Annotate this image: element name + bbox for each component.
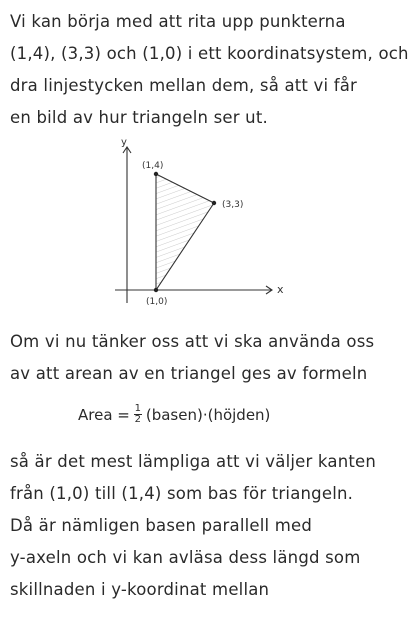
- text-line: så är det mest lämpliga att vi väljer kanten: [10, 452, 377, 471]
- point-marker: [154, 172, 158, 176]
- text-line: av att arean av en triangel ges av formeln: [10, 364, 368, 383]
- fraction-denominator: 2: [134, 414, 142, 425]
- text-line: dra linjestycken mellan dem, så att vi får: [10, 76, 358, 95]
- fraction-one-half: [134, 404, 142, 425]
- text-line: Om vi nu tänker oss att vi ska använda oss: [10, 332, 375, 351]
- formula-rhs: (basen)·(höjden): [145, 405, 271, 424]
- text-line: y-axeln och vi kan avläsa dess längd som: [10, 548, 361, 567]
- point-marker: [212, 201, 216, 205]
- text-line: skillnaden i y-koordinat mellan: [10, 580, 270, 599]
- point-label: (3,3): [222, 200, 244, 210]
- point-label: (1,0): [146, 297, 168, 307]
- formula-lhs: Area =: [78, 405, 130, 424]
- x-axis-label: x: [277, 283, 284, 296]
- y-axis-label: y: [121, 137, 127, 148]
- text-line: Då är nämligen basen parallell med: [10, 516, 313, 535]
- point-label: (1,4): [142, 161, 164, 171]
- text-line: (1,4), (3,3) och (1,0) i ett koordinatsystem, och: [10, 44, 409, 63]
- fraction-numerator: 1: [134, 403, 142, 414]
- area-formula: [78, 404, 270, 425]
- text-line: från (1,0) till (1,4) som bas för triangeln.: [10, 484, 354, 503]
- text-line: en bild av hur triangeln ser ut.: [10, 108, 268, 127]
- text-line: Vi kan börja med att rita upp punkterna: [10, 12, 346, 31]
- point-marker: [154, 288, 158, 292]
- triangle-shading: [156, 174, 214, 290]
